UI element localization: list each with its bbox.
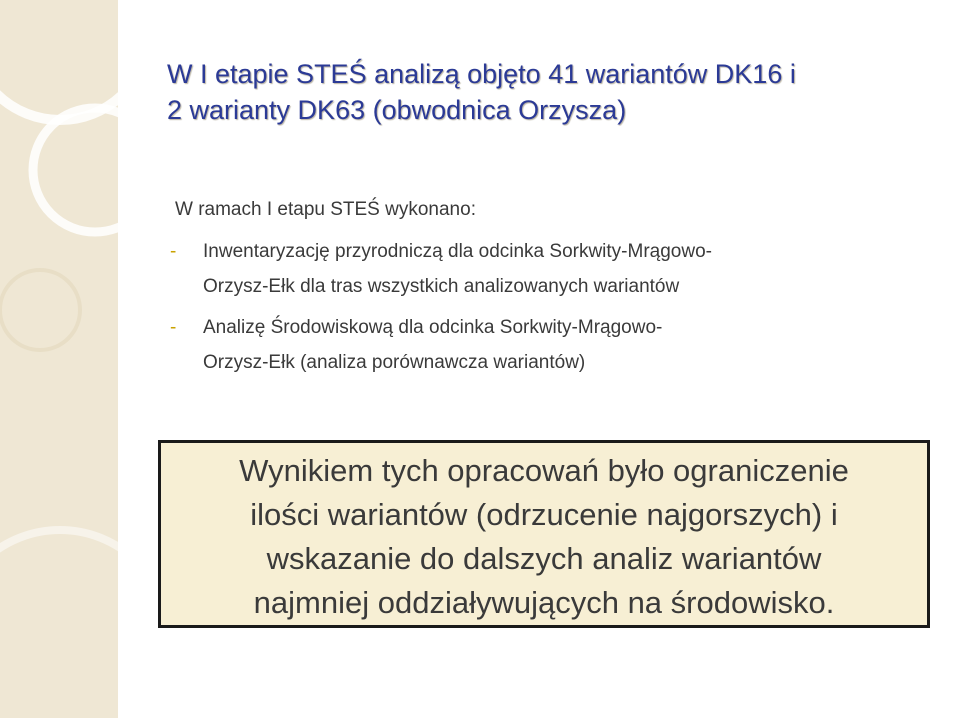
result-text xyxy=(161,449,927,625)
bullet-text-line: Inwentaryzację przyrodniczą dla odcinka Sorkwity-Mrągowo- xyxy=(203,241,712,262)
result-text-line: wskazanie do dalszych analiz wariantów xyxy=(266,541,822,576)
result-text-line: ilości wariantów (odrzucenie najgorszych) i xyxy=(250,497,838,532)
bullet-text-line: Analizę Środowiskową dla odcinka Sorkwity-Mrągowo- xyxy=(203,317,663,338)
result-text-line: Wynikiem tych opracowań było ograniczenie xyxy=(239,453,849,488)
bullet-text xyxy=(203,310,923,380)
bullet-text xyxy=(203,234,923,304)
bullet-text-line: Orzysz-Ełk dla tras wszystkich analizowanych wariantów xyxy=(203,276,680,297)
bullet-text-line: Orzysz-Ełk (analiza porównawcza wariantów) xyxy=(203,352,586,373)
decorative-side-strip xyxy=(0,0,118,718)
slide-title-line: 2 warianty DK63 (obwodnica Orzysza) xyxy=(167,95,627,125)
bullet-dash: - xyxy=(170,317,177,338)
result-box xyxy=(158,440,930,628)
slide-title-line: W I etapie STEŚ analizą objęto 41 wariantów DK16 i xyxy=(167,59,796,89)
slide-title xyxy=(167,56,937,128)
result-text-line: najmniej oddziaływujących na środowisko. xyxy=(253,585,835,620)
bullet-dash: - xyxy=(170,241,177,262)
intro-text: W ramach I etapu STEŚ wykonano: xyxy=(175,199,476,220)
decorative-circles xyxy=(0,0,118,718)
